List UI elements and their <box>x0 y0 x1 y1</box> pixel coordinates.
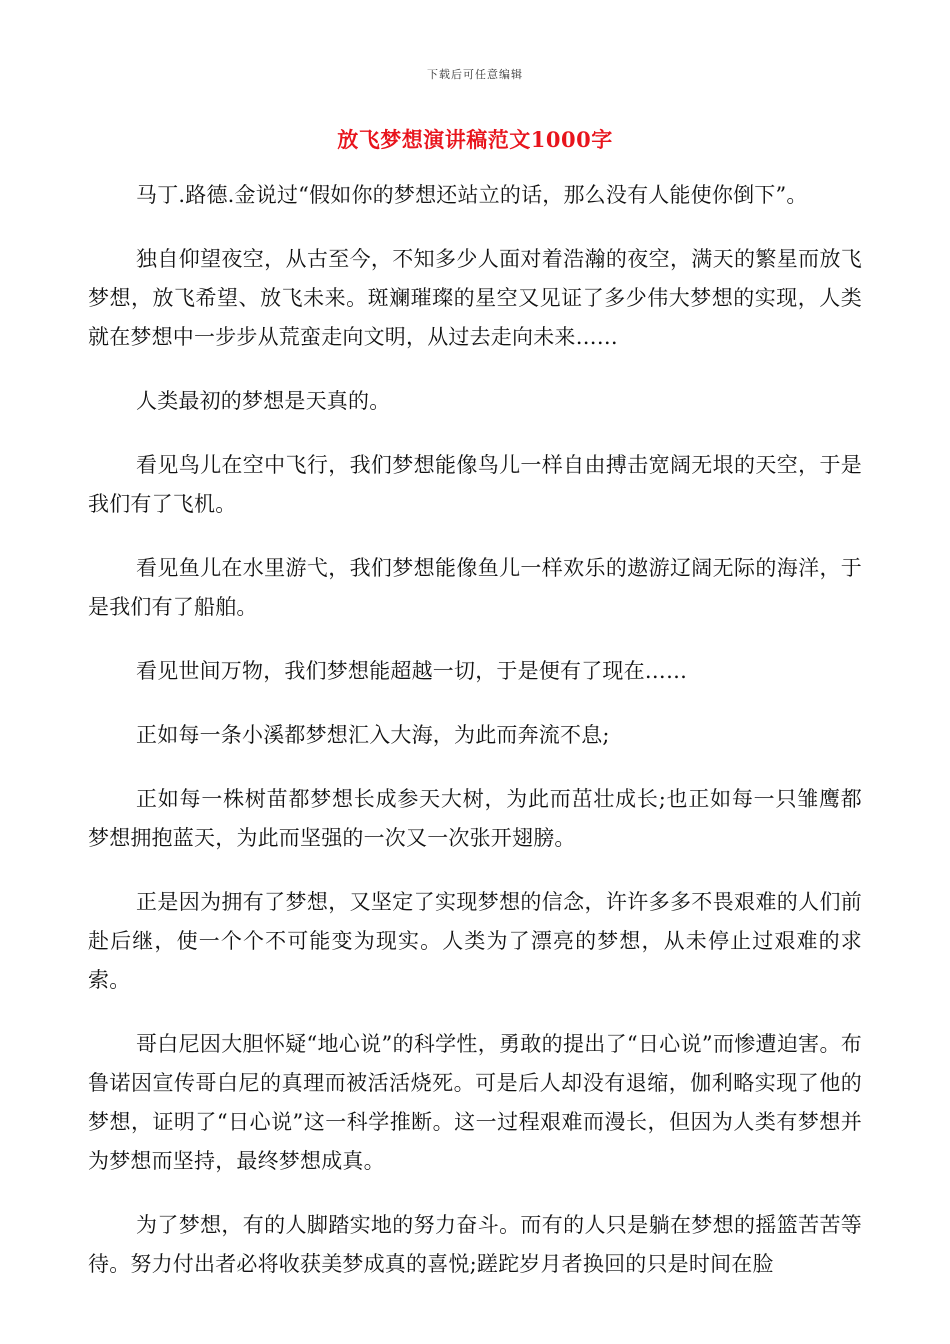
paragraph: 正是因为拥有了梦想，又坚定了实现梦想的信念，许许多多不畏艰难的人们前赴后继，使一个个不可能变为现实。人类为了漂亮的梦想，从未停止过艰难的求索。 <box>88 890 862 992</box>
paragraph: 看见鸟儿在空中飞行，我们梦想能像鸟儿一样自由搏击宽阔无垠的天空，于是我们有了飞机。 <box>88 453 862 516</box>
paragraph: 人类最初的梦想是天真的。 <box>136 389 391 413</box>
paragraph: 看见鱼儿在水里游弋，我们梦想能像鱼儿一样欢乐的遨游辽阔无际的海洋，于是我们有了船舶。 <box>88 556 862 619</box>
paragraph: 正如每一条小溪都梦想汇入大海，为此而奔流不息; <box>136 723 610 747</box>
paragraph: 独自仰望夜空，从古至今，不知多少人面对着浩瀚的夜空，满天的繁星而放飞梦想，放飞希望、放飞未来。斑斓璀璨的星空又见证了多少伟大梦想的实现，人类就在梦想中一步步从荒蛮走向文明，从过去走向未来…… <box>88 247 862 349</box>
header-note: 下载后可任意编辑 <box>427 68 523 81</box>
document-body <box>88 176 862 1309</box>
document-title: 放飞梦想演讲稿范文1000字 <box>337 127 613 152</box>
paragraph: 正如每一株树苗都梦想长成参天大树，为此而茁壮成长;也正如每一只雏鹰都梦想拥抱蓝天，为此而坚强的一次又一次张开翅膀。 <box>88 787 862 850</box>
paragraph: 为了梦想，有的人脚踏实地的努力奋斗。而有的人只是躺在梦想的摇篮苦苦等待。努力付出者必将收获美梦成真的喜悦;蹉跎岁月者换回的只是时间在脸 <box>88 1213 862 1276</box>
paragraph: 哥白尼因大胆怀疑“地心说”的科学性，勇敢的提出了“日心说”而惨遭迫害。布鲁诺因宣传哥白尼的真理而被活活烧死。可是后人却没有退缩，伽利略实现了他的梦想，证明了“日心说”这一科学推断。这一过程艰难而漫长，但因为人类有梦想并为梦想而坚持，最终梦想成真。 <box>88 1032 862 1173</box>
paragraph: 马丁.路德.金说过“假如你的梦想还站立的话，那么没有人能使你倒下”。 <box>136 183 808 207</box>
paragraph: 看见世间万物，我们梦想能超越一切，于是便有了现在…… <box>136 659 688 683</box>
